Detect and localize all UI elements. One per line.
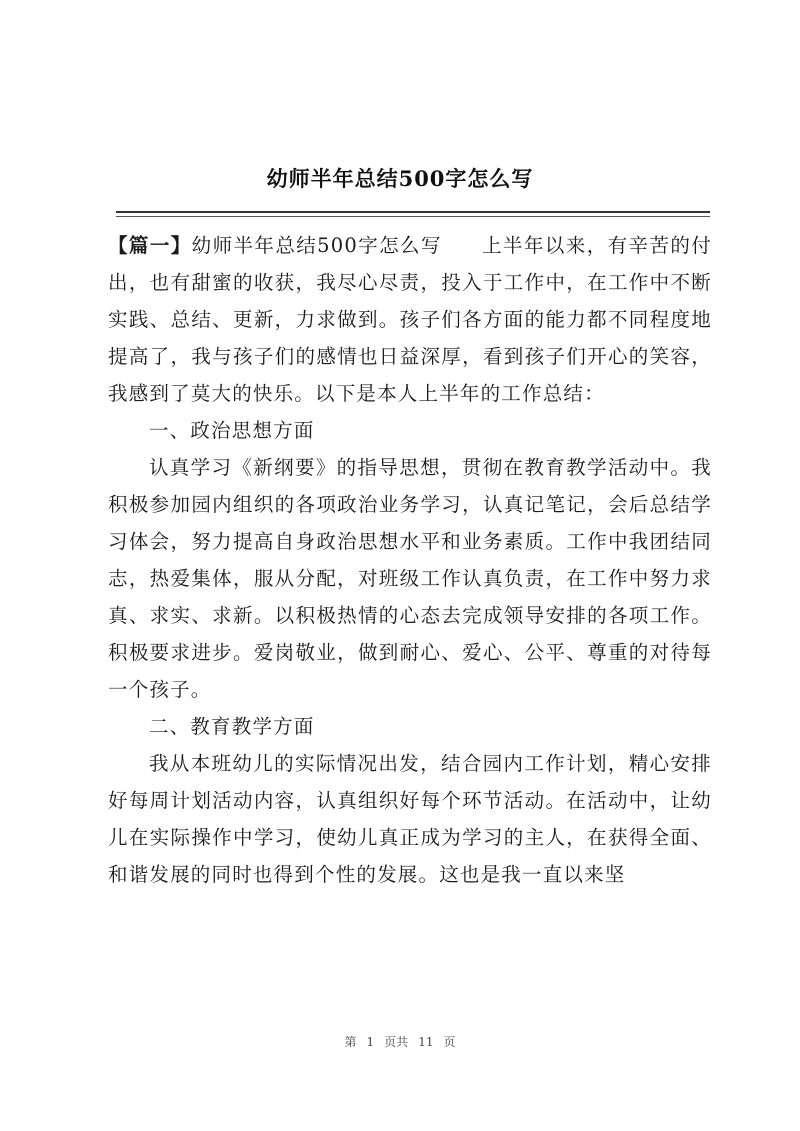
page-number: 1: [366, 1035, 375, 1049]
footer-mid: 页共: [384, 1035, 409, 1049]
section-heading-politics: 一、政治思想方面: [148, 419, 315, 442]
footer-suffix: 页: [443, 1035, 456, 1049]
document-body: [108, 227, 712, 893]
title-divider-thin: [116, 216, 710, 217]
section-body-politics: 认真学习《新纲要》的指导思想，贯彻在教育教学活动中。我积极参加园内组织的各项政治业务学习，认真记笔记，会后总结学习体会，努力提高自身政治思想水平和业务素质。工作中我团结同志，热爱集体，服从分配，对班级工作认真负责，在工作中努力求真、求实、求新。以积极热情的心态去完成领导安排的各项工作。积极要求进步。爱岗敬业，做到耐心、爱心、公平、尊重的对待每一个孩子。: [108, 456, 712, 701]
intro-text: 上半年以来，有辛苦的付出，也有甜蜜的收获，我尽心尽责，投入于工作中，在工作中不断实践、总结、更新，力求做到。孩子们各方面的能力都不同程度地提高了，我与孩子们的感情也日益深厚，看到孩子们开心的笑容，我感到了莫大的快乐。以下是本人上半年的工作总结：: [108, 234, 712, 405]
page-total: 11: [418, 1035, 434, 1049]
intro-paragraph: [108, 227, 712, 412]
intro-subtitle: 幼师半年总结500字怎么写: [191, 234, 442, 257]
section-body-teaching: 我从本班幼儿的实际情况出发，结合园内工作计划，精心安排好每周计划活动内容，认真组织好每个环节活动。在活动中，让幼儿在实际操作中学习，使幼儿真正成为学习的主人，在获得全面、和谐发展的同时也得到个性的发展。这也是我一直以来坚: [108, 752, 712, 886]
page-footer: [0, 1033, 800, 1050]
section-label: 【篇一】: [108, 234, 192, 257]
section-heading-teaching: 二、教育教学方面: [148, 715, 315, 738]
page-title: 幼师半年总结500字怎么写: [266, 166, 534, 191]
title-divider-thick: [116, 211, 710, 213]
footer-prefix: 第: [344, 1035, 357, 1049]
